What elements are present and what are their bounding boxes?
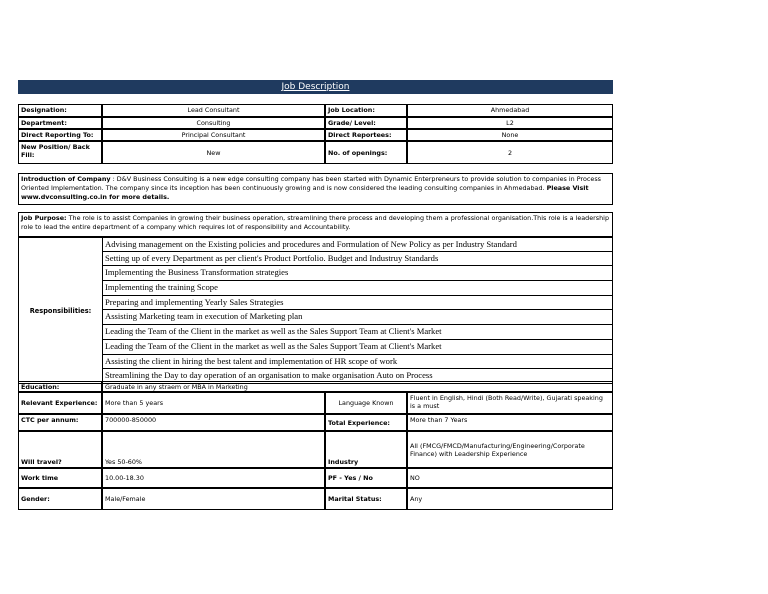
job-purpose-paragraph [18, 212, 613, 237]
travel-value [102, 431, 325, 468]
responsibility-item: Advising management on the Existing policies and procedures and Formulation of New Policy as per Industry Standard [102, 237, 613, 252]
page-title: Job Description [18, 80, 613, 94]
education-label: Education: [18, 381, 102, 392]
responsibility-item: Assisting the client in hiring the best talent and implementation of HR scope of work [102, 355, 613, 370]
gender-text: Male/Female [105, 495, 146, 503]
pf-text: NO [410, 474, 420, 482]
language-label [325, 392, 407, 414]
direct-reporting-value: Principal Consultant [102, 129, 325, 141]
language-value: Fluent in English, Hindi (Both Read/Write), Gujarati speaking is a must [407, 392, 613, 414]
experience-label [18, 392, 102, 414]
language-label-text: Language Known [338, 399, 394, 407]
job-purpose-text: The role is to assist Companies in growing their business operation, streamlining there process and developing them a professional organisation.This role is a leadership role to lead the entire department of a company which requires lot of responsibility and Accountability. [21, 214, 609, 231]
introduction-paragraph [18, 173, 613, 205]
industry-text: All (FMCG/FMCD/Manufacturing/Engineering/Corporate Finance) with Leadership Experience [410, 441, 585, 458]
job-purpose-label: Job Purpose: [21, 214, 67, 222]
ctc-value: 700000-850000 [102, 414, 325, 431]
responsibility-item: Streamlining the Day to day operation of an organisation to make organisation Auto on Process [102, 369, 613, 384]
job-location-label: Job Location: [325, 104, 407, 117]
introduction-label: Introduction of Company [21, 175, 111, 183]
work-time-label [18, 468, 102, 488]
introduction-text: : D&V Business Consulting is a new edge consulting company has been started with Dynamic Enterpreneurs to provide solution to companies in Process Oriented Implementation. The company since its inception has been continuously growing and is now considered the leading consulting companies in Ahmedabad. [21, 175, 601, 192]
openings-label [325, 141, 407, 164]
pf-label [325, 468, 407, 488]
marital-text: Any [410, 495, 423, 503]
responsibility-item: Leading the Team of the Client in the market as well as the Sales Support Team at Client's Market [102, 340, 613, 355]
travel-label [18, 431, 102, 468]
introduction-visit: Please Visit www.dvconsulting.co.in for more details. [21, 184, 589, 201]
job-description-sheet [18, 80, 613, 503]
openings-text: 2 [507, 148, 513, 157]
pf-label-text: PF - Yes / No [328, 474, 373, 482]
industry-label-text: Industry [328, 458, 359, 466]
responsibility-item: Setting up of every Department as per client's Product Portfolio. Budget and Industruy Standards [102, 252, 613, 267]
marital-value [407, 488, 613, 510]
new-position-value [102, 141, 325, 164]
total-exp-value: More than 7 Years [407, 414, 613, 431]
responsibilities-list [102, 237, 613, 384]
gender-value [102, 488, 325, 510]
department-label: Department: [18, 117, 102, 129]
new-position-text: New [206, 148, 221, 157]
total-exp-label [325, 414, 407, 431]
industry-value [407, 431, 613, 468]
designation-label: Designation: [18, 104, 102, 117]
total-exp-label-text: Total Experience: [328, 418, 390, 427]
gender-label [18, 488, 102, 510]
responsibility-item: Leading the Team of the Client in the market as well as the Sales Support Team at Client's Market [102, 325, 613, 340]
pf-value [407, 468, 613, 488]
work-time-label-text: Work time [21, 474, 59, 482]
travel-text: Yes 50-60% [105, 458, 142, 466]
experience-label-text: Relevant Experience: [21, 399, 98, 407]
new-position-label: New Position/ Back Fill: [18, 141, 102, 164]
openings-label-text: No. of openings: [328, 148, 388, 157]
work-time-text: 10.00-18.30 [105, 474, 144, 482]
industry-label [325, 431, 407, 468]
designation-value: Lead Consultant [102, 104, 325, 117]
experience-text: More than 5 years [105, 399, 164, 407]
department-value: Consulting [102, 117, 325, 129]
responsibility-item: Implementing the Business Transformation strategies [102, 266, 613, 281]
ctc-label: CTC per annum: [18, 414, 102, 431]
openings-value [407, 141, 613, 164]
marital-label [325, 488, 407, 510]
education-value: Graduate in any straem or MBA in Marketing [102, 381, 613, 392]
responsibility-item: Assisting Marketing team in execution of Marketing plan [102, 310, 613, 325]
responsibility-item: Preparing and implementing Yearly Sales Strategies [102, 296, 613, 311]
travel-label-text: Will travel? [21, 458, 62, 466]
work-time-value [102, 468, 325, 488]
responsibilities-label: Responsibilities: [18, 237, 102, 384]
experience-value [102, 392, 325, 414]
grade-value: L2 [407, 117, 613, 129]
direct-reportees-label: Direct Reportees: [325, 129, 407, 141]
direct-reporting-label: Direct Reporting To: [18, 129, 102, 141]
gender-label-text: Gender: [21, 495, 50, 503]
grade-label: Grade/ Level: [325, 117, 407, 129]
direct-reportees-value: None [407, 129, 613, 141]
marital-label-text: Marital Status: [328, 495, 382, 503]
responsibility-item: Implementing the training Scope [102, 281, 613, 296]
job-location-value: Ahmedabad [407, 104, 613, 117]
